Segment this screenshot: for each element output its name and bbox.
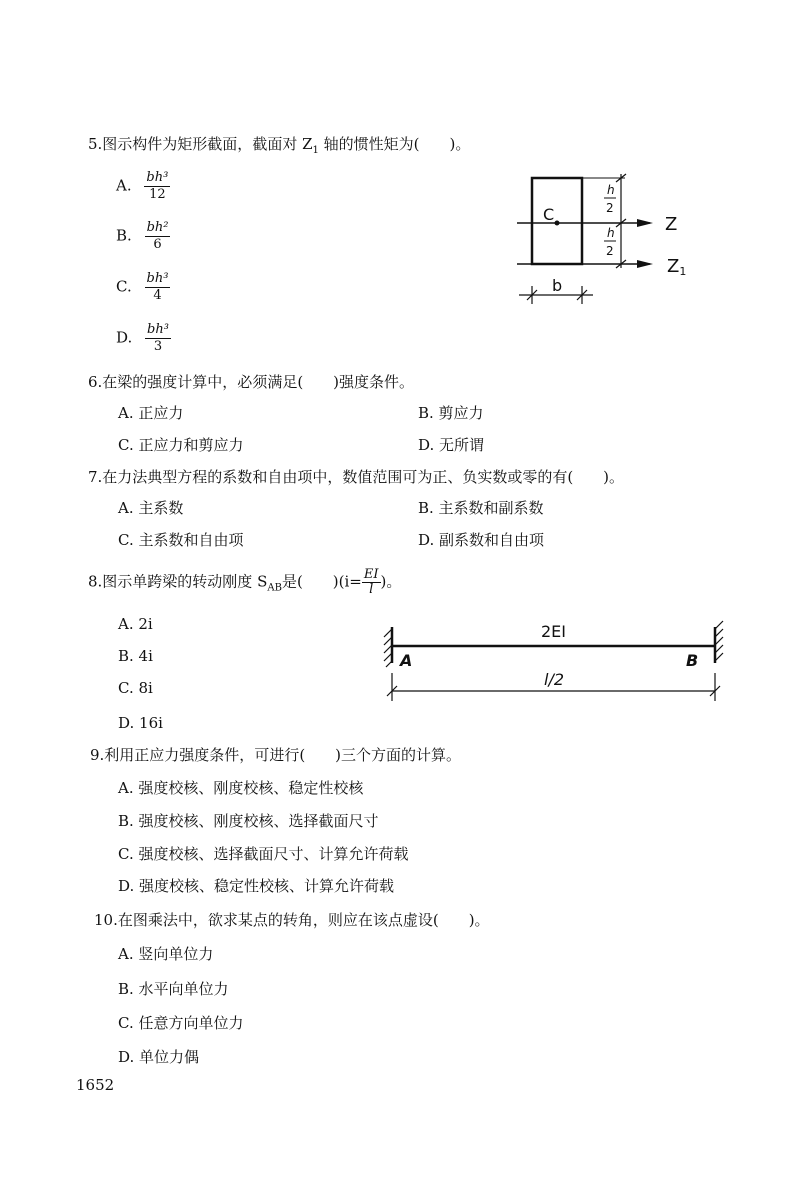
q8-option-d[interactable]: D. 16i xyxy=(118,714,163,732)
option-fraction xyxy=(145,271,171,304)
q6-option-a[interactable]: A. 正应力 xyxy=(118,404,184,422)
q8-stem-post: )。 xyxy=(380,572,402,591)
fraction-denominator: 4 xyxy=(153,288,162,303)
q5-stem-post: 轴的惯性矩为( )。 xyxy=(318,135,471,153)
q8-stem xyxy=(88,568,401,599)
q10-option-a[interactable]: A. 竖向单位力 xyxy=(118,945,214,963)
q9-option-a[interactable]: A. 强度校核、刚度校核、稳定性校核 xyxy=(118,779,364,797)
q8-option-b[interactable]: B. 4i xyxy=(118,647,153,665)
fraction-denominator: 6 xyxy=(153,237,162,252)
q6-option-c[interactable]: C. 正应力和剪应力 xyxy=(118,436,244,454)
q8-stem-text: 8.图示单跨梁的转动刚度 S xyxy=(88,572,268,591)
q9-option-d[interactable]: D. 强度校核、稳定性校核、计算允许荷载 xyxy=(118,877,395,895)
q6-option-d[interactable]: D. 无所谓 xyxy=(418,436,485,454)
width-label: b xyxy=(552,276,563,295)
q9-stem: 9.利用正应力强度条件，可进行( )三个方面的计算。 xyxy=(90,746,462,764)
fraction-numerator: EI xyxy=(363,567,379,582)
q6-option-b[interactable]: B. 剪应力 xyxy=(418,404,484,422)
fraction-numerator: bh³ xyxy=(146,271,169,286)
q9-option-c[interactable]: C. 强度校核、选择截面尺寸、计算允许荷载 xyxy=(118,845,409,863)
q6-stem: 6.在梁的强度计算中，必须满足( )强度条件。 xyxy=(88,373,415,391)
h-half-lower-num: h xyxy=(607,226,615,240)
z-axis-arrow xyxy=(637,219,653,227)
q5-stem xyxy=(88,134,470,161)
fraction-denominator: 12 xyxy=(149,187,166,202)
q8-ei-fraction xyxy=(362,568,381,597)
q5-option-a[interactable] xyxy=(116,170,170,203)
fraction-numerator: bh³ xyxy=(146,170,169,185)
q10-stem: 10.在图乘法中，欲求某点的转角，则应在该点虚设( )。 xyxy=(94,911,490,929)
option-letter: A. xyxy=(116,176,132,195)
h-half-upper-den: 2 xyxy=(606,201,614,215)
h-half-lower-den: 2 xyxy=(606,244,614,258)
q9-option-b[interactable]: B. 强度校核、刚度校核、选择截面尺寸 xyxy=(118,812,379,830)
q7-option-a[interactable]: A. 主系数 xyxy=(118,499,184,517)
q7-stem: 7.在力法典型方程的系数和自由项中，数值范围可为正、负实数或零的有( )。 xyxy=(88,468,625,486)
q7-option-c[interactable]: C. 主系数和自由项 xyxy=(118,531,244,549)
q10-option-b[interactable]: B. 水平向单位力 xyxy=(118,980,229,998)
q7-option-d[interactable]: D. 副系数和自由项 xyxy=(418,531,545,549)
page-number: 1652 xyxy=(76,1076,115,1094)
support-a-label: A xyxy=(400,651,413,670)
fraction-denominator: 3 xyxy=(153,339,163,354)
q5-stem-sub: 1 xyxy=(312,145,319,156)
z-axis-label: Z xyxy=(665,214,678,235)
q10-option-c[interactable]: C. 任意方向单位力 xyxy=(118,1014,244,1032)
option-fraction xyxy=(145,322,171,355)
q5-option-c[interactable] xyxy=(116,271,170,304)
fraction-numerator: bh³ xyxy=(147,322,169,337)
q8-option-c[interactable]: C. 8i xyxy=(118,679,153,697)
support-b-label: B xyxy=(686,651,699,670)
option-fraction xyxy=(144,170,170,203)
span-label: l/2 xyxy=(544,670,565,689)
q8-stem-sub: AB xyxy=(267,582,282,594)
q8-option-a[interactable]: A. 2i xyxy=(118,615,153,633)
z1-axis-label: Z1 xyxy=(667,256,687,278)
q7-option-b[interactable]: B. 主系数和副系数 xyxy=(418,499,544,517)
beam-stiffness-label: 2EI xyxy=(541,622,567,641)
centroid-label: C xyxy=(543,205,555,224)
z1-axis-arrow xyxy=(637,260,653,268)
q5-stem-text: 5.图示构件为矩形截面，截面对 Z xyxy=(88,135,313,153)
q5-section-figure xyxy=(505,168,705,313)
q8-stem-mid: 是( )(i= xyxy=(281,572,362,591)
q5-option-d[interactable] xyxy=(116,322,171,355)
option-fraction xyxy=(145,220,171,253)
fraction-denominator: l xyxy=(369,582,374,597)
q8-beam-figure xyxy=(378,615,728,710)
q10-option-d[interactable]: D. 单位力偶 xyxy=(118,1048,200,1066)
h-half-upper-num: h xyxy=(607,183,615,197)
option-letter: D. xyxy=(116,328,133,347)
fraction-numerator: bh² xyxy=(146,220,169,235)
option-letter: B. xyxy=(116,226,132,245)
q5-option-b[interactable] xyxy=(116,220,170,253)
option-letter: C. xyxy=(116,277,132,296)
